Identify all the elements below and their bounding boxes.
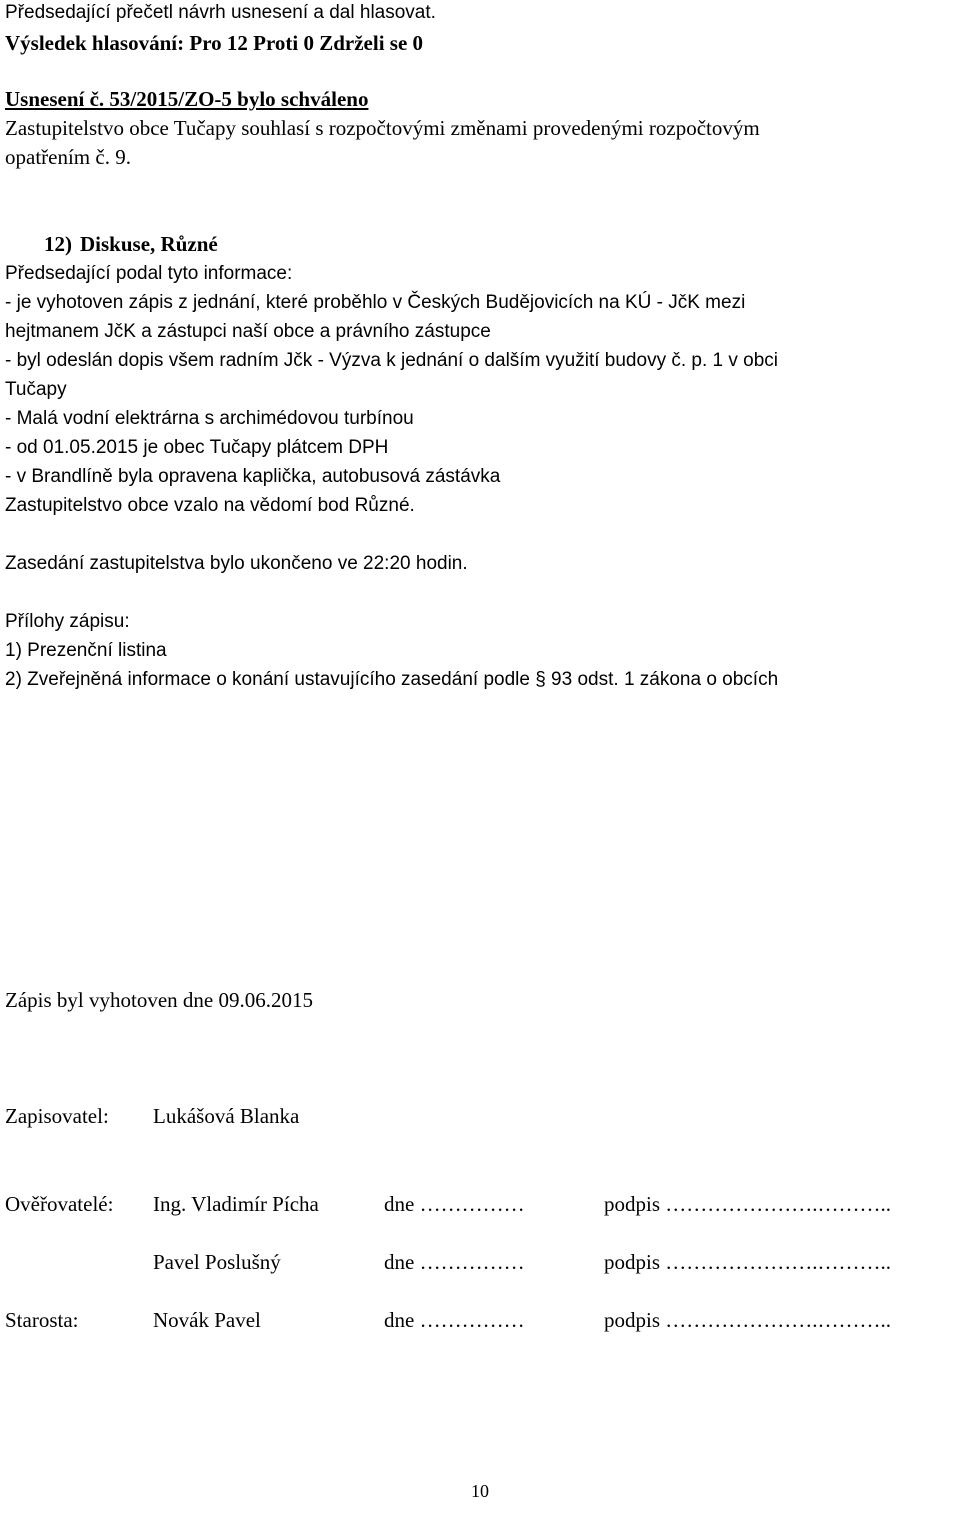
verifier-date-field: dne …………… (384, 1192, 525, 1216)
item-12-conclusion: Zastupitelstvo obce vzalo na vědomí bod Různé. (5, 495, 415, 516)
mayor-date-field: dne …………… (384, 1308, 525, 1332)
recorder-name: Lukášová Blanka (153, 1104, 300, 1128)
verifier-signature-field: podpis ………………….……….. (604, 1250, 892, 1274)
vote-result: Výsledek hlasování: Pro 12 Proti 0 Zdrželi se 0 (5, 31, 424, 55)
mayor-label: Starosta: (5, 1308, 79, 1332)
verifier-date-field: dne …………… (384, 1250, 525, 1274)
item-12-number: 12) (44, 232, 72, 256)
closing-statement: Zasedání zastupitelstva bylo ukončeno ve 22:20 hodin. (5, 553, 468, 574)
resolution-text-line1: Zastupitelstvo obce Tučapy souhlasí s rozpočtovými změnami provedenými rozpočtovým (5, 116, 760, 140)
list-item: - byl odeslán dopis všem radním Jčk - Výzva k jednání o dalším využití budovy č. p. 1 v obci (5, 350, 779, 371)
verifier-name: Pavel Poslušný (153, 1250, 281, 1274)
verifier-signature-field: podpis ………………….……….. (604, 1192, 892, 1216)
attachment-item: 2) Zveřejněná informace o konání ustavujícího zasedání podle § 93 odst. 1 zákona o obcích (5, 669, 779, 690)
list-item: - od 01.05.2015 je obec Tučapy plátcem DPH (5, 437, 389, 458)
list-item: - je vyhotoven zápis z jednání, které proběhlo v Českých Budějovicích na KÚ - JčK mezi (5, 292, 746, 313)
attachments-heading: Přílohy zápisu: (5, 611, 130, 632)
mayor-signature-field: podpis ………………….……….. (604, 1308, 892, 1332)
drawn-up-date: Zápis byl vyhotoven dne 09.06.2015 (5, 988, 313, 1012)
list-item: hejtmanem JčK a zástupci naší obce a právního zástupce (5, 321, 491, 342)
list-item: Tučapy (5, 379, 67, 400)
verifier-name: Ing. Vladimír Pícha (153, 1192, 319, 1216)
list-item: - v Brandlíně byla opravena kaplička, autobusová zástávka (5, 466, 501, 487)
recorder-label: Zapisovatel: (5, 1104, 109, 1128)
resolution-title: Usnesení č. 53/2015/ZO-5 bylo schváleno (5, 87, 369, 111)
verifiers-label: Ověřovatelé: (5, 1192, 114, 1216)
item-12-intro: Předsedající podal tyto informace: (5, 263, 293, 284)
page-number: 10 (471, 1481, 489, 1501)
vote-intro: Předsedající přečetl návrh usnesení a dal hlasovat. (5, 2, 436, 23)
attachment-item: 1) Prezenční listina (5, 640, 167, 661)
mayor-name: Novák Pavel (153, 1308, 261, 1332)
resolution-text-line2: opatřením č. 9. (5, 145, 131, 169)
item-12-title: Diskuse, Různé (80, 232, 218, 256)
list-item: - Malá vodní elektrárna s archimédovou turbínou (5, 408, 414, 429)
